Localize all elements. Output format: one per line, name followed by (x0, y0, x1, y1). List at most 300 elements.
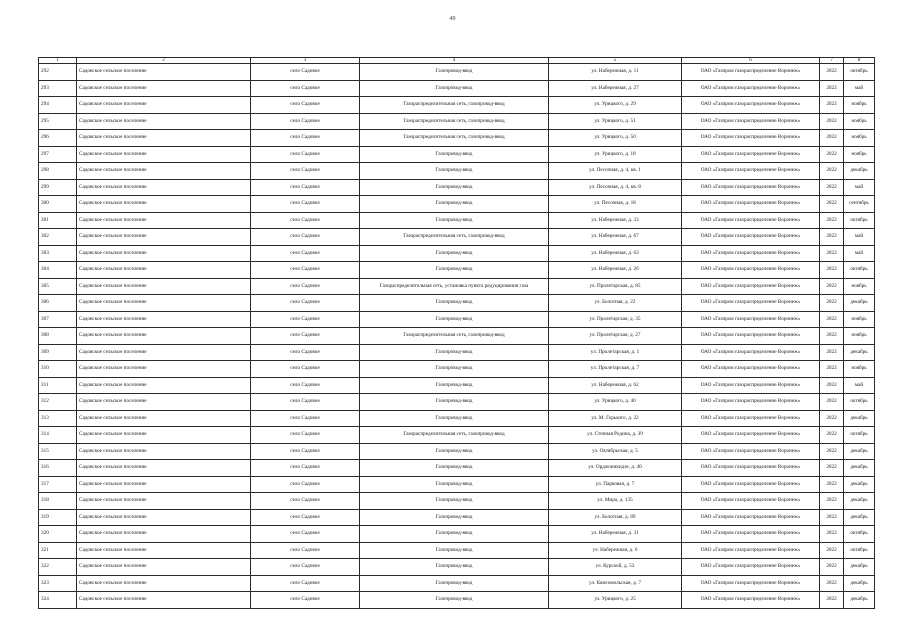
settlement-cell: Садовское сельское поселение (77, 476, 251, 493)
organization-cell: ОАО «Газпром газораспределение Воронеж» (682, 361, 820, 378)
address-cell: ул. Песочная, д. 4, кв. 1 (549, 163, 682, 180)
object-cell: Газопровод-ввод (360, 460, 549, 477)
locality-cell: село Садовое (251, 113, 360, 130)
organization-cell: ОАО «Газпром газораспределение Воронеж» (682, 443, 820, 460)
organization-cell: ОАО «Газпром газораспределение Воронеж» (682, 295, 820, 312)
row-number-cell: 305 (39, 278, 77, 295)
organization-cell: ОАО «Газпром газораспределение Воронеж» (682, 80, 820, 97)
table-row (39, 146, 875, 163)
table-row (39, 542, 875, 559)
month-cell: декабрь (844, 443, 875, 460)
organization-cell: ОАО «Газпром газораспределение Воронеж» (682, 394, 820, 411)
gasification-table (38, 57, 875, 609)
locality-cell: село Садовое (251, 212, 360, 229)
month-cell: декабрь (844, 509, 875, 526)
table-row (39, 443, 875, 460)
year-cell: 2022 (820, 64, 844, 81)
row-number-cell: 320 (39, 526, 77, 543)
year-cell: 2022 (820, 295, 844, 312)
month-cell: май (844, 245, 875, 262)
organization-cell: ОАО «Газпром газораспределение Воронеж» (682, 179, 820, 196)
object-cell: Газопровод-ввод (360, 509, 549, 526)
row-number-cell: 302 (39, 229, 77, 246)
year-cell: 2022 (820, 559, 844, 576)
row-number-cell: 318 (39, 493, 77, 510)
organization-cell: ОАО «Газпром газораспределение Воронеж» (682, 262, 820, 279)
object-cell: Газораспределительная сеть, газопровод-ввод (360, 229, 549, 246)
organization-cell: ОАО «Газпром газораспределение Воронеж» (682, 328, 820, 345)
object-cell: Газопровод-ввод (360, 443, 549, 460)
month-cell: октябрь (844, 394, 875, 411)
address-cell: ул. Урицкого, д. 40 (549, 394, 682, 411)
locality-cell: село Садовое (251, 559, 360, 576)
year-cell: 2022 (820, 229, 844, 246)
address-cell: ул. Степная Родина, д. 39 (549, 427, 682, 444)
locality-cell: село Садовое (251, 163, 360, 180)
object-cell: Газопровод-ввод (360, 64, 549, 81)
year-cell: 2022 (820, 509, 844, 526)
settlement-cell: Садовское сельское поселение (77, 493, 251, 510)
month-cell: октябрь (844, 212, 875, 229)
settlement-cell: Садовское сельское поселение (77, 80, 251, 97)
row-number-cell: 298 (39, 163, 77, 180)
table-row (39, 229, 875, 246)
month-cell: декабрь (844, 476, 875, 493)
organization-cell: ОАО «Газпром газораспределение Воронеж» (682, 575, 820, 592)
address-cell: ул. Урицкого, д. 51 (549, 113, 682, 130)
month-cell: октябрь (844, 542, 875, 559)
address-cell: ул. Набережная, д. 33 (549, 212, 682, 229)
organization-cell: ОАО «Газпром газораспределение Воронеж» (682, 592, 820, 609)
organization-cell: ОАО «Газпром газораспределение Воронеж» (682, 229, 820, 246)
address-cell: ул. Болотная, д. 89 (549, 509, 682, 526)
month-cell: октябрь (844, 427, 875, 444)
year-cell: 2022 (820, 542, 844, 559)
address-cell: ул. М. Горького, д. 22 (549, 410, 682, 427)
table-row (39, 559, 875, 576)
locality-cell: село Садовое (251, 361, 360, 378)
month-cell: декабрь (844, 295, 875, 312)
address-cell: ул. Пролетарская, д. 27 (549, 328, 682, 345)
row-number-cell: 315 (39, 443, 77, 460)
year-cell: 2022 (820, 377, 844, 394)
month-cell: декабрь (844, 493, 875, 510)
row-number-cell: 322 (39, 559, 77, 576)
locality-cell: село Садовое (251, 410, 360, 427)
settlement-cell: Садовское сельское поселение (77, 146, 251, 163)
year-cell: 2022 (820, 179, 844, 196)
locality-cell: село Садовое (251, 476, 360, 493)
month-cell: декабрь (844, 163, 875, 180)
organization-cell: ОАО «Газпром газораспределение Воронеж» (682, 427, 820, 444)
object-cell: Газопровод-ввод (360, 146, 549, 163)
table-row (39, 262, 875, 279)
settlement-cell: Садовское сельское поселение (77, 410, 251, 427)
table-row (39, 526, 875, 543)
month-cell: октябрь (844, 64, 875, 81)
column-number: 5 (549, 58, 682, 64)
object-cell: Газопровод-ввод (360, 361, 549, 378)
address-cell: ул. Набережная, д. 63 (549, 245, 682, 262)
object-cell: Газораспределительная сеть, газопровод-ввод (360, 97, 549, 114)
address-cell: ул. Курской, д. 53 (549, 559, 682, 576)
table-row (39, 113, 875, 130)
locality-cell: село Садовое (251, 278, 360, 295)
object-cell: Газопровод-ввод (360, 179, 549, 196)
month-cell: май (844, 377, 875, 394)
year-cell: 2022 (820, 410, 844, 427)
row-number-cell: 316 (39, 460, 77, 477)
locality-cell: село Садовое (251, 575, 360, 592)
organization-cell: ОАО «Газпром газораспределение Воронеж» (682, 245, 820, 262)
object-cell: Газопровод-ввод (360, 542, 549, 559)
settlement-cell: Садовское сельское поселение (77, 179, 251, 196)
address-cell: ул. Урицкого, д. 29 (549, 97, 682, 114)
object-cell: Газопровод-ввод (360, 163, 549, 180)
month-cell: май (844, 80, 875, 97)
organization-cell: ОАО «Газпром газораспределение Воронеж» (682, 460, 820, 477)
object-cell: Газораспределительная сеть, газопровод-ввод (360, 427, 549, 444)
locality-cell: село Садовое (251, 196, 360, 213)
month-cell: октябрь (844, 262, 875, 279)
locality-cell: село Садовое (251, 493, 360, 510)
row-number-cell: 301 (39, 212, 77, 229)
organization-cell: ОАО «Газпром газораспределение Воронеж» (682, 476, 820, 493)
settlement-cell: Садовское сельское поселение (77, 427, 251, 444)
locality-cell: село Садовое (251, 344, 360, 361)
table-row (39, 575, 875, 592)
table-row (39, 179, 875, 196)
month-cell: декабрь (844, 344, 875, 361)
month-cell: ноябрь (844, 146, 875, 163)
year-cell: 2022 (820, 212, 844, 229)
table-row (39, 592, 875, 609)
organization-cell: ОАО «Газпром газораспределение Воронеж» (682, 311, 820, 328)
settlement-cell: Садовское сельское поселение (77, 97, 251, 114)
month-cell: декабрь (844, 559, 875, 576)
settlement-cell: Садовское сельское поселение (77, 130, 251, 147)
row-number-cell: 293 (39, 80, 77, 97)
settlement-cell: Садовское сельское поселение (77, 509, 251, 526)
row-number-cell: 304 (39, 262, 77, 279)
settlement-cell: Садовское сельское поселение (77, 311, 251, 328)
object-cell: Газопровод-ввод (360, 493, 549, 510)
table-row (39, 361, 875, 378)
table-row (39, 394, 875, 411)
table-row (39, 344, 875, 361)
object-cell: Газопровод-ввод (360, 575, 549, 592)
locality-cell: село Садовое (251, 427, 360, 444)
row-number-cell: 317 (39, 476, 77, 493)
organization-cell: ОАО «Газпром газораспределение Воронеж» (682, 130, 820, 147)
column-number: 4 (360, 58, 549, 64)
table-row (39, 377, 875, 394)
locality-cell: село Садовое (251, 295, 360, 312)
address-cell: ул. Болотная, д. 22 (549, 295, 682, 312)
settlement-cell: Садовское сельское поселение (77, 575, 251, 592)
object-cell: Газопровод-ввод (360, 212, 549, 229)
locality-cell: село Садовое (251, 245, 360, 262)
month-cell: ноябрь (844, 113, 875, 130)
table-row (39, 130, 875, 147)
organization-cell: ОАО «Газпром газораспределение Воронеж» (682, 113, 820, 130)
month-cell: декабрь (844, 592, 875, 609)
settlement-cell: Садовское сельское поселение (77, 559, 251, 576)
page-number: 49 (449, 16, 456, 22)
organization-cell: ОАО «Газпром газораспределение Воронеж» (682, 377, 820, 394)
address-cell: ул. Песочная, д. 18 (549, 196, 682, 213)
month-cell: октябрь (844, 526, 875, 543)
table-row (39, 295, 875, 312)
row-number-cell: 295 (39, 113, 77, 130)
organization-cell: ОАО «Газпром газораспределение Воронеж» (682, 493, 820, 510)
year-cell: 2022 (820, 460, 844, 477)
object-cell: Газопровод-ввод (360, 262, 549, 279)
settlement-cell: Садовское сельское поселение (77, 377, 251, 394)
locality-cell: село Садовое (251, 377, 360, 394)
organization-cell: ОАО «Газпром газораспределение Воронеж» (682, 212, 820, 229)
column-number: 6 (682, 58, 820, 64)
settlement-cell: Садовское сельское поселение (77, 64, 251, 81)
locality-cell: село Садовое (251, 179, 360, 196)
row-number-cell: 303 (39, 245, 77, 262)
row-number-cell: 323 (39, 575, 77, 592)
row-number-cell: 309 (39, 344, 77, 361)
address-cell: ул. Урицкого, д. 18 (549, 146, 682, 163)
address-cell: ул. Набережная, д. 31 (549, 526, 682, 543)
year-cell: 2022 (820, 427, 844, 444)
table-row (39, 278, 875, 295)
row-number-cell: 292 (39, 64, 77, 81)
object-cell: Газопровод-ввод (360, 592, 549, 609)
row-number-cell: 313 (39, 410, 77, 427)
row-number-cell: 297 (39, 146, 77, 163)
month-cell: декабрь (844, 460, 875, 477)
row-number-cell: 321 (39, 542, 77, 559)
settlement-cell: Садовское сельское поселение (77, 328, 251, 345)
organization-cell: ОАО «Газпром газораспределение Воронеж» (682, 509, 820, 526)
object-cell: Газопровод-ввод (360, 344, 549, 361)
object-cell: Газораспределительная сеть, газопровод-ввод (360, 328, 549, 345)
year-cell: 2022 (820, 592, 844, 609)
object-cell: Газопровод-ввод (360, 311, 549, 328)
table-row (39, 476, 875, 493)
month-cell: ноябрь (844, 328, 875, 345)
organization-cell: ОАО «Газпром газораспределение Воронеж» (682, 344, 820, 361)
year-cell: 2022 (820, 113, 844, 130)
address-cell: ул. Пролетарская, д. 1 (549, 344, 682, 361)
month-cell: май (844, 229, 875, 246)
table-row (39, 328, 875, 345)
address-cell: ул. Орджоникидзе, д. 40 (549, 460, 682, 477)
row-number-cell: 300 (39, 196, 77, 213)
settlement-cell: Садовское сельское поселение (77, 526, 251, 543)
year-cell: 2022 (820, 476, 844, 493)
settlement-cell: Садовское сельское поселение (77, 245, 251, 262)
row-number-cell: 296 (39, 130, 77, 147)
row-number-cell: 312 (39, 394, 77, 411)
organization-cell: ОАО «Газпром газораспределение Воронеж» (682, 163, 820, 180)
year-cell: 2022 (820, 163, 844, 180)
address-cell: ул. Мира, д. 135 (549, 493, 682, 510)
table-row (39, 196, 875, 213)
column-number: 1 (39, 58, 77, 64)
address-cell: ул. Набережная, д. 27 (549, 80, 682, 97)
object-cell: Газораспределительная сеть, газопровод-ввод (360, 113, 549, 130)
locality-cell: село Садовое (251, 64, 360, 81)
locality-cell: село Садовое (251, 328, 360, 345)
year-cell: 2022 (820, 443, 844, 460)
row-number-cell: 307 (39, 311, 77, 328)
organization-cell: ОАО «Газпром газораспределение Воронеж» (682, 97, 820, 114)
organization-cell: ОАО «Газпром газораспределение Воронеж» (682, 64, 820, 81)
year-cell: 2022 (820, 493, 844, 510)
table-row (39, 80, 875, 97)
locality-cell: село Садовое (251, 460, 360, 477)
settlement-cell: Садовское сельское поселение (77, 113, 251, 130)
address-cell: ул. Набережная, д. 67 (549, 229, 682, 246)
locality-cell: село Садовое (251, 443, 360, 460)
table-row (39, 97, 875, 114)
locality-cell: село Садовое (251, 509, 360, 526)
year-cell: 2022 (820, 311, 844, 328)
object-cell: Газопровод-ввод (360, 410, 549, 427)
settlement-cell: Садовское сельское поселение (77, 212, 251, 229)
object-cell: Газораспределительная сеть, газопровод-ввод (360, 130, 549, 147)
year-cell: 2022 (820, 344, 844, 361)
locality-cell: село Садовое (251, 80, 360, 97)
locality-cell: село Садовое (251, 229, 360, 246)
settlement-cell: Садовское сельское поселение (77, 394, 251, 411)
address-cell: ул. Набережная, д. 11 (549, 64, 682, 81)
address-cell: ул. Набережная, д. 62 (549, 377, 682, 394)
locality-cell: село Садовое (251, 542, 360, 559)
settlement-cell: Садовское сельское поселение (77, 295, 251, 312)
address-cell: ул. Урицкого, д. 50 (549, 130, 682, 147)
year-cell: 2022 (820, 328, 844, 345)
column-number: 2 (77, 58, 251, 64)
month-cell: ноябрь (844, 311, 875, 328)
settlement-cell: Садовское сельское поселение (77, 278, 251, 295)
settlement-cell: Садовское сельское поселение (77, 460, 251, 477)
row-number-cell: 324 (39, 592, 77, 609)
year-cell: 2022 (820, 146, 844, 163)
month-cell: ноябрь (844, 130, 875, 147)
settlement-cell: Садовское сельское поселение (77, 196, 251, 213)
organization-cell: ОАО «Газпром газораспределение Воронеж» (682, 196, 820, 213)
address-cell: ул. Пролетарская, д. 7 (549, 361, 682, 378)
table-row (39, 212, 875, 229)
organization-cell: ОАО «Газпром газораспределение Воронеж» (682, 526, 820, 543)
year-cell: 2022 (820, 196, 844, 213)
year-cell: 2022 (820, 245, 844, 262)
locality-cell: село Садовое (251, 394, 360, 411)
table-row (39, 311, 875, 328)
settlement-cell: Садовское сельское поселение (77, 262, 251, 279)
month-cell: декабрь (844, 575, 875, 592)
table-row (39, 493, 875, 510)
address-cell: ул. Пролетарская, д. 85 (549, 278, 682, 295)
locality-cell: село Садовое (251, 526, 360, 543)
year-cell: 2022 (820, 394, 844, 411)
row-number-cell: 319 (39, 509, 77, 526)
row-number-cell: 311 (39, 377, 77, 394)
settlement-cell: Садовское сельское поселение (77, 542, 251, 559)
year-cell: 2022 (820, 575, 844, 592)
month-cell: сентябрь (844, 196, 875, 213)
organization-cell: ОАО «Газпром газораспределение Воронеж» (682, 559, 820, 576)
settlement-cell: Садовское сельское поселение (77, 361, 251, 378)
object-cell: Газопровод-ввод (360, 295, 549, 312)
column-number: 3 (251, 58, 360, 64)
table-row (39, 163, 875, 180)
table-row (39, 245, 875, 262)
address-cell: ул. Комсомольская, д. 7 (549, 575, 682, 592)
month-cell: май (844, 179, 875, 196)
month-cell: ноябрь (844, 278, 875, 295)
locality-cell: село Садовое (251, 592, 360, 609)
row-number-cell: 294 (39, 97, 77, 114)
row-number-cell: 310 (39, 361, 77, 378)
address-cell: ул. Пролетарская, д. 35 (549, 311, 682, 328)
table-body (39, 64, 875, 609)
month-cell: декабрь (844, 410, 875, 427)
object-cell: Газопровод-ввод (360, 476, 549, 493)
settlement-cell: Садовское сельское поселение (77, 163, 251, 180)
object-cell: Газопровод-ввод (360, 196, 549, 213)
settlement-cell: Садовское сельское поселение (77, 592, 251, 609)
address-cell: ул. Октябрьская, д. 5 (549, 443, 682, 460)
table-row (39, 410, 875, 427)
locality-cell: село Садовое (251, 146, 360, 163)
row-number-cell: 299 (39, 179, 77, 196)
month-cell: ноябрь (844, 361, 875, 378)
organization-cell: ОАО «Газпром газораспределение Воронеж» (682, 146, 820, 163)
object-cell: Газопровод-ввод (360, 377, 549, 394)
object-cell: Газопровод-ввод (360, 245, 549, 262)
locality-cell: село Садовое (251, 262, 360, 279)
year-cell: 2022 (820, 80, 844, 97)
table-row (39, 509, 875, 526)
settlement-cell: Садовское сельское поселение (77, 443, 251, 460)
settlement-cell: Садовское сельское поселение (77, 344, 251, 361)
year-cell: 2022 (820, 97, 844, 114)
address-cell: ул. Набережная, д. 6 (549, 542, 682, 559)
year-cell: 2022 (820, 526, 844, 543)
locality-cell: село Садовое (251, 130, 360, 147)
organization-cell: ОАО «Газпром газораспределение Воронеж» (682, 410, 820, 427)
table-row (39, 460, 875, 477)
object-cell: Газораспределительная сеть, установка пункта редуцирования газа (360, 278, 549, 295)
row-number-cell: 308 (39, 328, 77, 345)
row-number-cell: 314 (39, 427, 77, 444)
row-number-cell: 306 (39, 295, 77, 312)
locality-cell: село Садовое (251, 97, 360, 114)
table-row (39, 64, 875, 81)
year-cell: 2022 (820, 361, 844, 378)
month-cell: ноябрь (844, 97, 875, 114)
organization-cell: ОАО «Газпром газораспределение Воронеж» (682, 542, 820, 559)
column-number: 7 (820, 58, 844, 64)
address-cell: ул. Набережная, д. 26 (549, 262, 682, 279)
year-cell: 2022 (820, 262, 844, 279)
organization-cell: ОАО «Газпром газораспределение Воронеж» (682, 278, 820, 295)
column-number: 8 (844, 58, 875, 64)
object-cell: Газопровод-ввод (360, 394, 549, 411)
object-cell: Газопровод-ввод (360, 526, 549, 543)
locality-cell: село Садовое (251, 311, 360, 328)
year-cell: 2022 (820, 130, 844, 147)
